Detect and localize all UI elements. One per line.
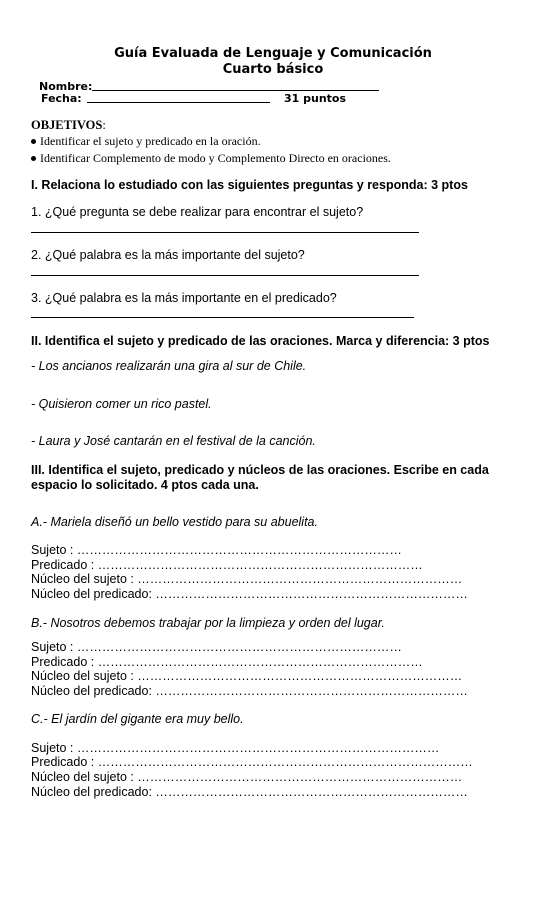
predicate-field[interactable]: Predicado : ……………………………………………………………………: [31, 558, 423, 572]
answer-line-2[interactable]: [31, 275, 419, 276]
date-field[interactable]: [87, 102, 270, 103]
date-label: Fecha:: [41, 92, 82, 105]
points-label: 31 puntos: [284, 92, 347, 105]
objective-text: Identificar el sujeto y predicado en la oración.: [40, 134, 261, 148]
question-1: 1. ¿Qué pregunta se debe realizar para encontrar el sujeto?: [31, 205, 364, 219]
predicate-nucleus-field[interactable]: Núcleo del predicado: …………………………………………………………………: [31, 684, 468, 698]
subject-nucleus-field[interactable]: Núcleo del sujeto : ……………………………………………………………………: [31, 770, 463, 784]
sentence-1: - Los ancianos realizarán una gira al sur de Chile.: [31, 359, 307, 373]
exercise-c-sentence: C.- El jardín del gigante era muy bello.: [31, 712, 244, 726]
question-3: 3. ¿Qué palabra es la más importante en el predicado?: [31, 291, 337, 305]
subject-nucleus-field[interactable]: Núcleo del sujeto : ……………………………………………………………………: [31, 669, 463, 683]
name-field[interactable]: [92, 90, 379, 91]
objective-text: Identificar Complemento de modo y Complemento Directo en oraciones.: [40, 151, 391, 165]
section-3-heading-cont: espacio lo solicitado. 4 ptos cada una.: [31, 478, 259, 492]
bullet-icon: [31, 139, 36, 144]
objective-item: [31, 151, 391, 166]
predicate-nucleus-field[interactable]: Núcleo del predicado: …………………………………………………………………: [31, 587, 468, 601]
question-2: 2. ¿Qué palabra es la más importante del sujeto?: [31, 248, 305, 262]
page-title: Guía Evaluada de Lenguaje y Comunicación: [114, 46, 432, 61]
predicate-field[interactable]: Predicado : ………………………………………………………………………………: [31, 755, 473, 769]
sentence-3: - Laura y José cantarán en el festival de la canción.: [31, 434, 316, 448]
section-1-heading: I. Relaciona lo estudiado con las siguientes preguntas y responda: 3 ptos: [31, 178, 468, 192]
sentence-2: - Quisieron comer un rico pastel.: [31, 397, 212, 411]
section-2-heading: II. Identifica el sujeto y predicado de las oraciones. Marca y diferencia: 3 ptos: [31, 334, 490, 348]
predicate-nucleus-field[interactable]: Núcleo del predicado: …………………………………………………………………: [31, 785, 468, 799]
objective-item: [31, 134, 261, 149]
subject-field[interactable]: Sujeto : ……………………………………………………………………: [31, 543, 402, 557]
exercise-b-sentence: B.- Nosotros debemos trabajar por la limpieza y orden del lugar.: [31, 616, 385, 630]
exercise-a-sentence: A.- Mariela diseñó un bello vestido para su abuelita.: [31, 515, 318, 529]
page-subtitle: Cuarto básico: [222, 62, 324, 77]
subject-field[interactable]: Sujeto : ……………………………………………………………………: [31, 640, 402, 654]
subject-field[interactable]: Sujeto : ……………………………………………………………………………: [31, 741, 440, 755]
answer-line-3[interactable]: [31, 317, 414, 318]
subject-nucleus-field[interactable]: Núcleo del sujeto : ……………………………………………………………………: [31, 572, 463, 586]
section-3-heading: III. Identifica el sujeto, predicado y núcleos de las oraciones. Escribe en cada: [31, 463, 489, 477]
objectives-heading: [31, 118, 106, 133]
answer-line-1[interactable]: [31, 232, 419, 233]
objectives-colon: :: [102, 118, 106, 132]
predicate-field[interactable]: Predicado : ……………………………………………………………………: [31, 655, 423, 669]
name-label: Nombre:: [39, 80, 93, 93]
bullet-icon: [31, 156, 36, 161]
objectives-heading-text: OBJETIVOS: [31, 118, 103, 132]
